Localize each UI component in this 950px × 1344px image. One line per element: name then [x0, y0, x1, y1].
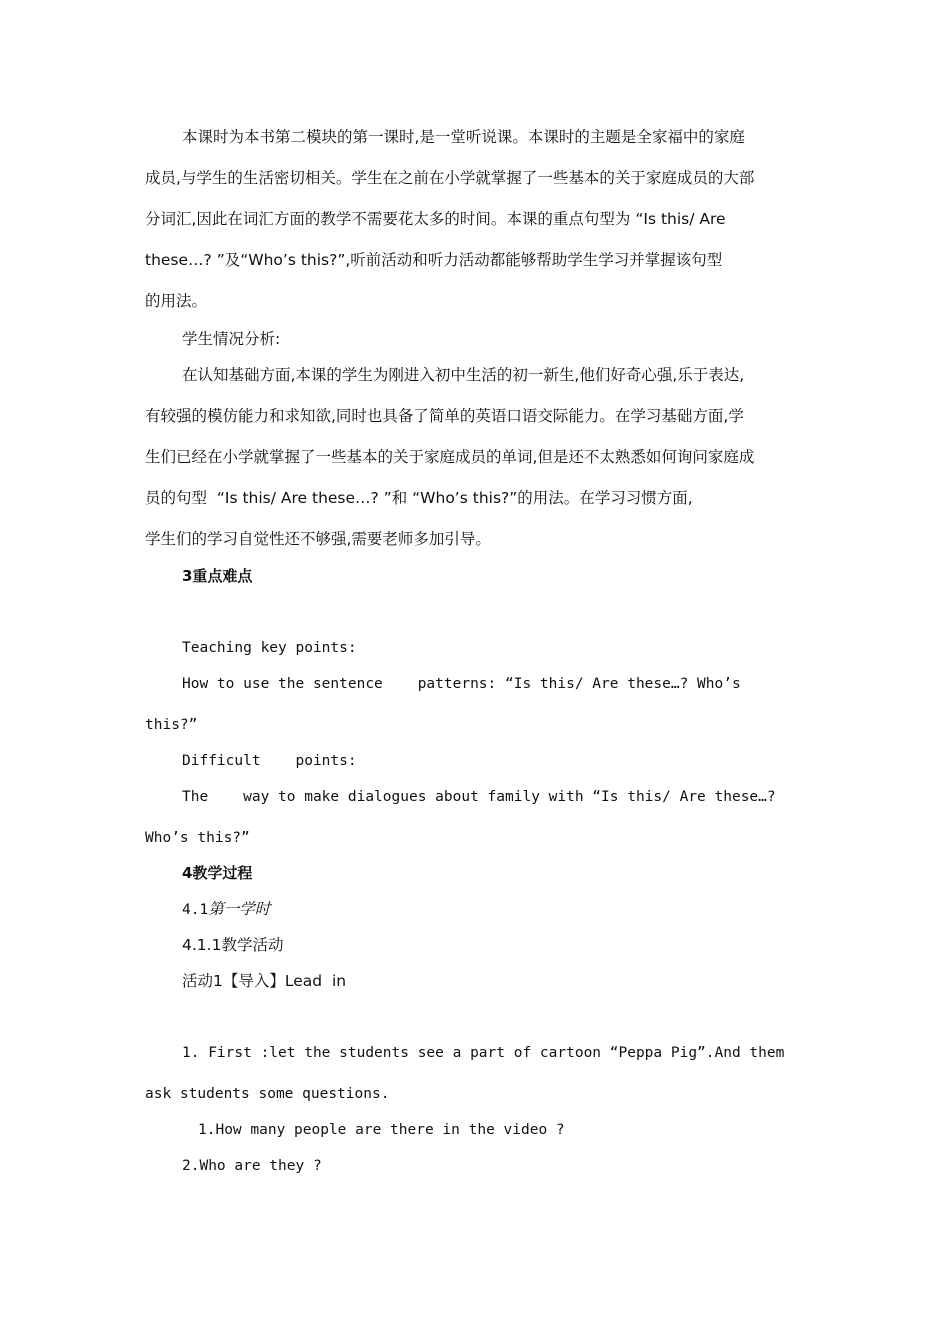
subsection-4-1-1: 4.1.1教学活动 — [182, 936, 284, 954]
subsection-4-1-title: 第一学时 — [208, 900, 271, 918]
intro-line-2: 成员,与学生的生活密切相关。学生在之前在小学就掌握了一些基本的关于家庭成员的大部 — [145, 169, 755, 187]
question-2: 2.Who are they ? — [182, 1158, 322, 1174]
subsection-4-1 — [182, 899, 270, 920]
analysis-line-4: 员的句型 “Is this/ Are these…? ”和 “Who’s this?”的用法。在学习习惯方面, — [145, 489, 693, 507]
step-1-line-2: ask students some questions. — [145, 1086, 390, 1102]
difficult-points-line-1: The way to make dialogues about family with “Is this/ Are these…? — [182, 789, 776, 805]
section4-heading: 4教学过程 — [182, 864, 253, 882]
analysis-line-1: 在认知基础方面,本课的学生为刚进入初中生活的初一新生,他们好奇心强,乐于表达, — [182, 366, 745, 384]
intro-line-3: 分词汇,因此在词汇方面的教学不需要花太多的时间。本课的重点句型为 “Is this/ Are — [145, 210, 726, 228]
subsection-4-1-number: 4.1 — [182, 902, 209, 918]
difficult-points-label: Difficult points: — [182, 753, 357, 769]
analysis-title: 学生情况分析: — [182, 330, 281, 348]
intro-line-4: these…? ”及“Who’s this?”,听前活动和听力活动都能够帮助学生学习并掌握该句型 — [145, 251, 723, 269]
intro-line-5: 的用法。 — [145, 292, 208, 310]
step-1-line-1: 1. First :let the students see a part of cartoon “Peppa Pig”.And them — [182, 1045, 785, 1061]
intro-line-1: 本课时为本书第二模块的第一课时,是一堂听说课。本课时的主题是全家福中的家庭 — [182, 128, 745, 146]
key-points-label: Teaching key points: — [182, 640, 357, 656]
question-1: 1.How many people are there in the video ? — [198, 1122, 565, 1138]
analysis-line-2: 有较强的模仿能力和求知欲,同时也具备了简单的英语口语交际能力。在学习基础方面,学 — [145, 407, 744, 425]
key-points-line-2: this?” — [145, 717, 198, 733]
activity-1-title: 活动1【导入】Lead in — [182, 972, 347, 990]
section3-heading: 3重点难点 — [182, 567, 253, 585]
difficult-points-line-2: Who’s this?” — [145, 830, 250, 846]
key-points-line-1: How to use the sentence patterns: “Is this/ Are these…? Who’s — [182, 676, 741, 692]
analysis-line-3: 生们已经在小学就掌握了一些基本的关于家庭成员的单词,但是还不太熟悉如何询问家庭成 — [145, 448, 755, 466]
analysis-line-5: 学生们的学习自觉性还不够强,需要老师多加引导。 — [145, 530, 491, 548]
